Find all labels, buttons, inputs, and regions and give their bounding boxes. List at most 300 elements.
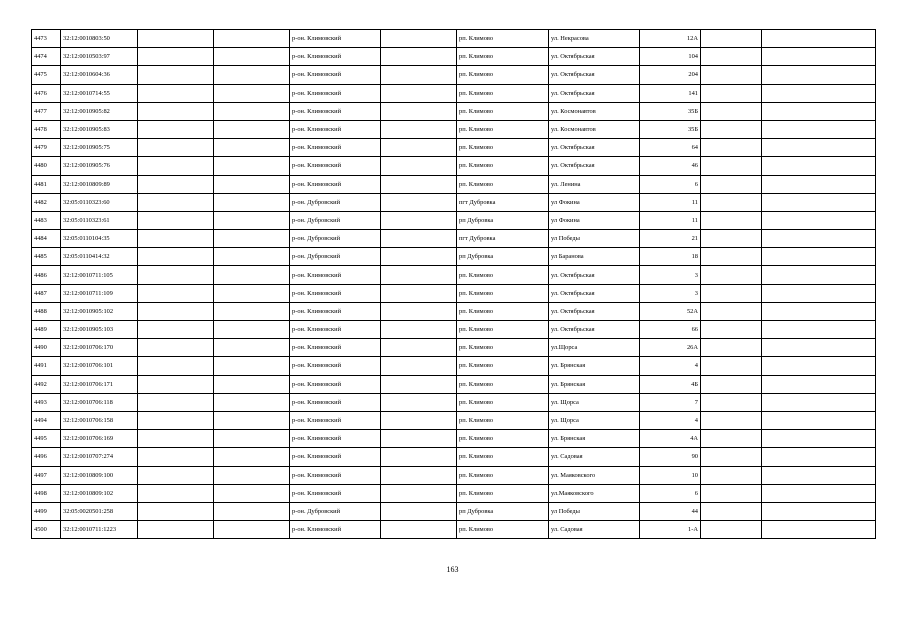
table-row <box>32 430 876 448</box>
street-cell: ул. Ленина <box>549 175 640 193</box>
settlement-cell: рп. Климово <box>457 448 549 466</box>
house-number-cell: 35Б <box>640 120 701 138</box>
street-cell: ул.Щорса <box>549 339 640 357</box>
empty-cell <box>214 284 290 302</box>
empty-cell <box>214 448 290 466</box>
district-cell: р-он. Климовский <box>290 102 381 120</box>
table-row <box>32 211 876 229</box>
empty-cell <box>701 502 762 520</box>
settlement-cell: рп. Климово <box>457 339 549 357</box>
settlement-cell: рп. Климово <box>457 393 549 411</box>
row-number-cell: 4497 <box>32 466 61 484</box>
empty-cell <box>138 211 214 229</box>
page-number: 163 <box>446 565 459 574</box>
empty-cell <box>381 302 457 320</box>
empty-cell <box>214 139 290 157</box>
district-cell: р-он. Климовский <box>290 84 381 102</box>
district-cell: р-он. Дубровский <box>290 502 381 520</box>
empty-cell <box>701 230 762 248</box>
row-number-cell: 4475 <box>32 66 61 84</box>
district-cell: р-он. Дубровский <box>290 230 381 248</box>
table-row <box>32 84 876 102</box>
settlement-cell: рп Дубровка <box>457 211 549 229</box>
empty-cell <box>381 502 457 520</box>
house-number-cell: 141 <box>640 84 701 102</box>
settlement-cell: рп. Климово <box>457 175 549 193</box>
empty-cell <box>701 521 762 539</box>
street-cell: ул. Щорса <box>549 411 640 429</box>
empty-cell <box>762 266 876 284</box>
row-number-cell: 4493 <box>32 393 61 411</box>
empty-cell <box>762 302 876 320</box>
empty-cell <box>701 248 762 266</box>
empty-cell <box>381 521 457 539</box>
cadastral-number-cell: 32:12:0010714:55 <box>61 84 138 102</box>
row-number-cell: 4494 <box>32 411 61 429</box>
cadastral-number-cell: 32:05:0110414:32 <box>61 248 138 266</box>
empty-cell <box>381 230 457 248</box>
empty-cell <box>381 266 457 284</box>
empty-cell <box>762 375 876 393</box>
settlement-cell: рп. Климово <box>457 484 549 502</box>
empty-cell <box>381 321 457 339</box>
row-number-cell: 4492 <box>32 375 61 393</box>
empty-cell <box>138 175 214 193</box>
house-number-cell: 7 <box>640 393 701 411</box>
row-number-cell: 4484 <box>32 230 61 248</box>
cadastral-number-cell: 32:12:0010905:76 <box>61 157 138 175</box>
street-cell: ул. Октябрьская <box>549 284 640 302</box>
empty-cell <box>381 157 457 175</box>
row-number-cell: 4485 <box>32 248 61 266</box>
row-number-cell: 4488 <box>32 302 61 320</box>
empty-cell <box>138 248 214 266</box>
empty-cell <box>762 66 876 84</box>
house-number-cell: 4 <box>640 411 701 429</box>
street-cell: ул. Октябрьская <box>549 302 640 320</box>
empty-cell <box>214 66 290 84</box>
empty-cell <box>701 48 762 66</box>
table-row <box>32 66 876 84</box>
row-number-cell: 4474 <box>32 48 61 66</box>
cadastral-number-cell: 32:12:0010706:101 <box>61 357 138 375</box>
district-cell: р-он. Климовский <box>290 393 381 411</box>
row-number-cell: 4499 <box>32 502 61 520</box>
empty-cell <box>762 248 876 266</box>
empty-cell <box>214 357 290 375</box>
street-cell: ул. Октябрьская <box>549 157 640 175</box>
street-cell: ул. Октябрьская <box>549 139 640 157</box>
table-row <box>32 521 876 539</box>
empty-cell <box>701 430 762 448</box>
street-cell: ул. Космонавтов <box>549 102 640 120</box>
house-number-cell: 104 <box>640 48 701 66</box>
empty-cell <box>138 120 214 138</box>
row-number-cell: 4478 <box>32 120 61 138</box>
empty-cell <box>138 393 214 411</box>
empty-cell <box>762 521 876 539</box>
empty-cell <box>701 357 762 375</box>
table-row <box>32 466 876 484</box>
street-cell: ул. Брянская <box>549 430 640 448</box>
row-number-cell: 4491 <box>32 357 61 375</box>
empty-cell <box>214 484 290 502</box>
cadastral-number-cell: 32:12:0010809:102 <box>61 484 138 502</box>
empty-cell <box>381 248 457 266</box>
empty-cell <box>381 411 457 429</box>
empty-cell <box>701 120 762 138</box>
empty-cell <box>214 211 290 229</box>
empty-cell <box>214 466 290 484</box>
empty-cell <box>138 193 214 211</box>
empty-cell <box>138 521 214 539</box>
empty-cell <box>381 430 457 448</box>
empty-cell <box>762 30 876 48</box>
cadastral-number-cell: 32:12:0010706:170 <box>61 339 138 357</box>
empty-cell <box>138 157 214 175</box>
empty-cell <box>381 139 457 157</box>
row-number-cell: 4490 <box>32 339 61 357</box>
house-number-cell: 12А <box>640 30 701 48</box>
district-cell: р-он. Климовский <box>290 30 381 48</box>
empty-cell <box>381 175 457 193</box>
empty-cell <box>214 521 290 539</box>
empty-cell <box>381 193 457 211</box>
empty-cell <box>381 448 457 466</box>
table-row <box>32 248 876 266</box>
empty-cell <box>138 357 214 375</box>
settlement-cell: рп. Климово <box>457 84 549 102</box>
empty-cell <box>701 193 762 211</box>
empty-cell <box>701 302 762 320</box>
cadastral-number-cell: 32:05:0110323:60 <box>61 193 138 211</box>
street-cell: ул. Октябрьская <box>549 321 640 339</box>
house-number-cell: 35Б <box>640 102 701 120</box>
empty-cell <box>138 102 214 120</box>
table-row <box>32 411 876 429</box>
house-number-cell: 11 <box>640 211 701 229</box>
district-cell: р-он. Климовский <box>290 466 381 484</box>
table-row <box>32 157 876 175</box>
row-number-cell: 4476 <box>32 84 61 102</box>
empty-cell <box>214 411 290 429</box>
settlement-cell: рп. Климово <box>457 48 549 66</box>
registry-sheet <box>31 29 875 539</box>
settlement-cell: рп. Климово <box>457 266 549 284</box>
settlement-cell: рп. Климово <box>457 321 549 339</box>
district-cell: р-он. Дубровский <box>290 211 381 229</box>
registry-body <box>32 30 876 539</box>
street-cell: ул. Маяковского <box>549 466 640 484</box>
street-cell: ул. Космонавтов <box>549 120 640 138</box>
empty-cell <box>701 30 762 48</box>
empty-cell <box>701 375 762 393</box>
house-number-cell: 44 <box>640 502 701 520</box>
empty-cell <box>138 284 214 302</box>
district-cell: р-он. Климовский <box>290 284 381 302</box>
district-cell: р-он. Климовский <box>290 139 381 157</box>
table-row <box>32 139 876 157</box>
row-number-cell: 4477 <box>32 102 61 120</box>
cadastral-number-cell: 32:12:0010707:274 <box>61 448 138 466</box>
empty-cell <box>701 266 762 284</box>
empty-cell <box>214 175 290 193</box>
empty-cell <box>762 284 876 302</box>
cadastral-number-cell: 32:12:0010711:1223 <box>61 521 138 539</box>
cadastral-number-cell: 32:05:0020501:258 <box>61 502 138 520</box>
settlement-cell: рп. Климово <box>457 357 549 375</box>
cadastral-number-cell: 32:12:0010809:89 <box>61 175 138 193</box>
empty-cell <box>214 266 290 284</box>
street-cell: ул. Щорса <box>549 393 640 411</box>
empty-cell <box>214 157 290 175</box>
empty-cell <box>138 375 214 393</box>
district-cell: р-он. Климовский <box>290 302 381 320</box>
empty-cell <box>214 393 290 411</box>
settlement-cell: рп. Климово <box>457 102 549 120</box>
district-cell: р-он. Климовский <box>290 120 381 138</box>
table-row <box>32 284 876 302</box>
street-cell: ул.Маяковского <box>549 484 640 502</box>
table-row <box>32 266 876 284</box>
empty-cell <box>381 375 457 393</box>
house-number-cell: 64 <box>640 139 701 157</box>
empty-cell <box>138 66 214 84</box>
empty-cell <box>381 84 457 102</box>
empty-cell <box>762 139 876 157</box>
row-number-cell: 4473 <box>32 30 61 48</box>
settlement-cell: рп. Климово <box>457 430 549 448</box>
street-cell: ул. Октябрьская <box>549 84 640 102</box>
row-number-cell: 4480 <box>32 157 61 175</box>
settlement-cell: рп. Климово <box>457 30 549 48</box>
table-row <box>32 375 876 393</box>
cadastral-number-cell: 32:12:0010803:50 <box>61 30 138 48</box>
district-cell: р-он. Климовский <box>290 339 381 357</box>
district-cell: р-он. Дубровский <box>290 248 381 266</box>
settlement-cell: рп. Климово <box>457 139 549 157</box>
empty-cell <box>214 321 290 339</box>
row-number-cell: 4495 <box>32 430 61 448</box>
house-number-cell: 46 <box>640 157 701 175</box>
empty-cell <box>701 411 762 429</box>
empty-cell <box>138 302 214 320</box>
settlement-cell: рп. Климово <box>457 284 549 302</box>
empty-cell <box>762 230 876 248</box>
cadastral-number-cell: 32:12:0010809:100 <box>61 466 138 484</box>
empty-cell <box>381 66 457 84</box>
empty-cell <box>381 339 457 357</box>
settlement-cell: рп Дубровка <box>457 502 549 520</box>
empty-cell <box>214 502 290 520</box>
empty-cell <box>138 139 214 157</box>
empty-cell <box>762 339 876 357</box>
empty-cell <box>762 448 876 466</box>
empty-cell <box>701 157 762 175</box>
house-number-cell: 4Б <box>640 375 701 393</box>
empty-cell <box>138 266 214 284</box>
empty-cell <box>701 84 762 102</box>
empty-cell <box>381 30 457 48</box>
empty-cell <box>762 120 876 138</box>
empty-cell <box>701 484 762 502</box>
house-number-cell: 4 <box>640 357 701 375</box>
cadastral-number-cell: 32:12:0010905:103 <box>61 321 138 339</box>
row-number-cell: 4496 <box>32 448 61 466</box>
table-row <box>32 448 876 466</box>
empty-cell <box>701 393 762 411</box>
empty-cell <box>214 302 290 320</box>
table-row <box>32 357 876 375</box>
street-cell: ул. Садовая <box>549 448 640 466</box>
row-number-cell: 4482 <box>32 193 61 211</box>
empty-cell <box>138 339 214 357</box>
empty-cell <box>138 466 214 484</box>
street-cell: ул. Некрасова <box>549 30 640 48</box>
empty-cell <box>762 502 876 520</box>
empty-cell <box>701 448 762 466</box>
street-cell: ул Фокина <box>549 211 640 229</box>
table-row <box>32 193 876 211</box>
house-number-cell: 1-А <box>640 521 701 539</box>
empty-cell <box>701 284 762 302</box>
row-number-cell: 4483 <box>32 211 61 229</box>
house-number-cell: 21 <box>640 230 701 248</box>
district-cell: р-он. Климовский <box>290 484 381 502</box>
row-number-cell: 4486 <box>32 266 61 284</box>
row-number-cell: 4500 <box>32 521 61 539</box>
empty-cell <box>138 430 214 448</box>
cadastral-number-cell: 32:12:0010905:83 <box>61 120 138 138</box>
house-number-cell: 4А <box>640 430 701 448</box>
empty-cell <box>381 466 457 484</box>
table-row <box>32 230 876 248</box>
house-number-cell: 3 <box>640 284 701 302</box>
empty-cell <box>214 84 290 102</box>
district-cell: р-он. Климовский <box>290 175 381 193</box>
table-row <box>32 339 876 357</box>
settlement-cell: рп. Климово <box>457 157 549 175</box>
district-cell: р-он. Климовский <box>290 448 381 466</box>
row-number-cell: 4481 <box>32 175 61 193</box>
street-cell: ул. Садовая <box>549 521 640 539</box>
empty-cell <box>701 466 762 484</box>
house-number-cell: 52А <box>640 302 701 320</box>
table-row <box>32 321 876 339</box>
empty-cell <box>214 230 290 248</box>
district-cell: р-он. Климовский <box>290 66 381 84</box>
empty-cell <box>701 139 762 157</box>
empty-cell <box>138 448 214 466</box>
district-cell: р-он. Климовский <box>290 411 381 429</box>
settlement-cell: рп. Климово <box>457 302 549 320</box>
district-cell: р-он. Климовский <box>290 157 381 175</box>
district-cell: р-он. Климовский <box>290 266 381 284</box>
cadastral-number-cell: 32:12:0010706:158 <box>61 411 138 429</box>
cadastral-number-cell: 32:12:0010905:102 <box>61 302 138 320</box>
empty-cell <box>138 411 214 429</box>
empty-cell <box>214 430 290 448</box>
settlement-cell: рп. Климово <box>457 521 549 539</box>
empty-cell <box>762 102 876 120</box>
district-cell: р-он. Климовский <box>290 321 381 339</box>
settlement-cell: пгт Дубровка <box>457 193 549 211</box>
empty-cell <box>762 430 876 448</box>
district-cell: р-он. Климовский <box>290 375 381 393</box>
empty-cell <box>214 48 290 66</box>
empty-cell <box>138 502 214 520</box>
empty-cell <box>701 66 762 84</box>
empty-cell <box>762 411 876 429</box>
cadastral-number-cell: 32:12:0010711:105 <box>61 266 138 284</box>
empty-cell <box>701 175 762 193</box>
house-number-cell: 6 <box>640 175 701 193</box>
empty-cell <box>701 102 762 120</box>
settlement-cell: рп. Климово <box>457 120 549 138</box>
table-row <box>32 393 876 411</box>
empty-cell <box>762 157 876 175</box>
empty-cell <box>381 357 457 375</box>
empty-cell <box>762 393 876 411</box>
house-number-cell: 204 <box>640 66 701 84</box>
street-cell: ул Фокина <box>549 193 640 211</box>
cadastral-number-cell: 32:12:0010905:82 <box>61 102 138 120</box>
empty-cell <box>214 339 290 357</box>
empty-cell <box>762 484 876 502</box>
empty-cell <box>381 120 457 138</box>
empty-cell <box>701 321 762 339</box>
house-number-cell: 26А <box>640 339 701 357</box>
table-row <box>32 502 876 520</box>
house-number-cell: 18 <box>640 248 701 266</box>
cadastral-number-cell: 32:12:0010604:36 <box>61 66 138 84</box>
table-row <box>32 102 876 120</box>
settlement-cell: рп. Климово <box>457 375 549 393</box>
house-number-cell: 6 <box>640 484 701 502</box>
street-cell: ул Победы <box>549 230 640 248</box>
empty-cell <box>762 48 876 66</box>
empty-cell <box>214 193 290 211</box>
street-cell: ул Победы <box>549 502 640 520</box>
table-row <box>32 302 876 320</box>
house-number-cell: 11 <box>640 193 701 211</box>
empty-cell <box>381 102 457 120</box>
empty-cell <box>214 248 290 266</box>
empty-cell <box>701 339 762 357</box>
table-row <box>32 48 876 66</box>
house-number-cell: 3 <box>640 266 701 284</box>
empty-cell <box>138 484 214 502</box>
table-row <box>32 120 876 138</box>
settlement-cell: рп. Климово <box>457 66 549 84</box>
cadastral-number-cell: 32:12:0010905:75 <box>61 139 138 157</box>
settlement-cell: рп. Климово <box>457 411 549 429</box>
cadastral-number-cell: 32:05:0110104:35 <box>61 230 138 248</box>
empty-cell <box>701 211 762 229</box>
district-cell: р-он. Климовский <box>290 48 381 66</box>
district-cell: р-он. Климовский <box>290 521 381 539</box>
table-row <box>32 30 876 48</box>
house-number-cell: 10 <box>640 466 701 484</box>
row-number-cell: 4489 <box>32 321 61 339</box>
empty-cell <box>138 84 214 102</box>
empty-cell <box>762 175 876 193</box>
empty-cell <box>762 193 876 211</box>
street-cell: ул. Октябрьская <box>549 48 640 66</box>
empty-cell <box>762 321 876 339</box>
empty-cell <box>381 393 457 411</box>
empty-cell <box>762 84 876 102</box>
